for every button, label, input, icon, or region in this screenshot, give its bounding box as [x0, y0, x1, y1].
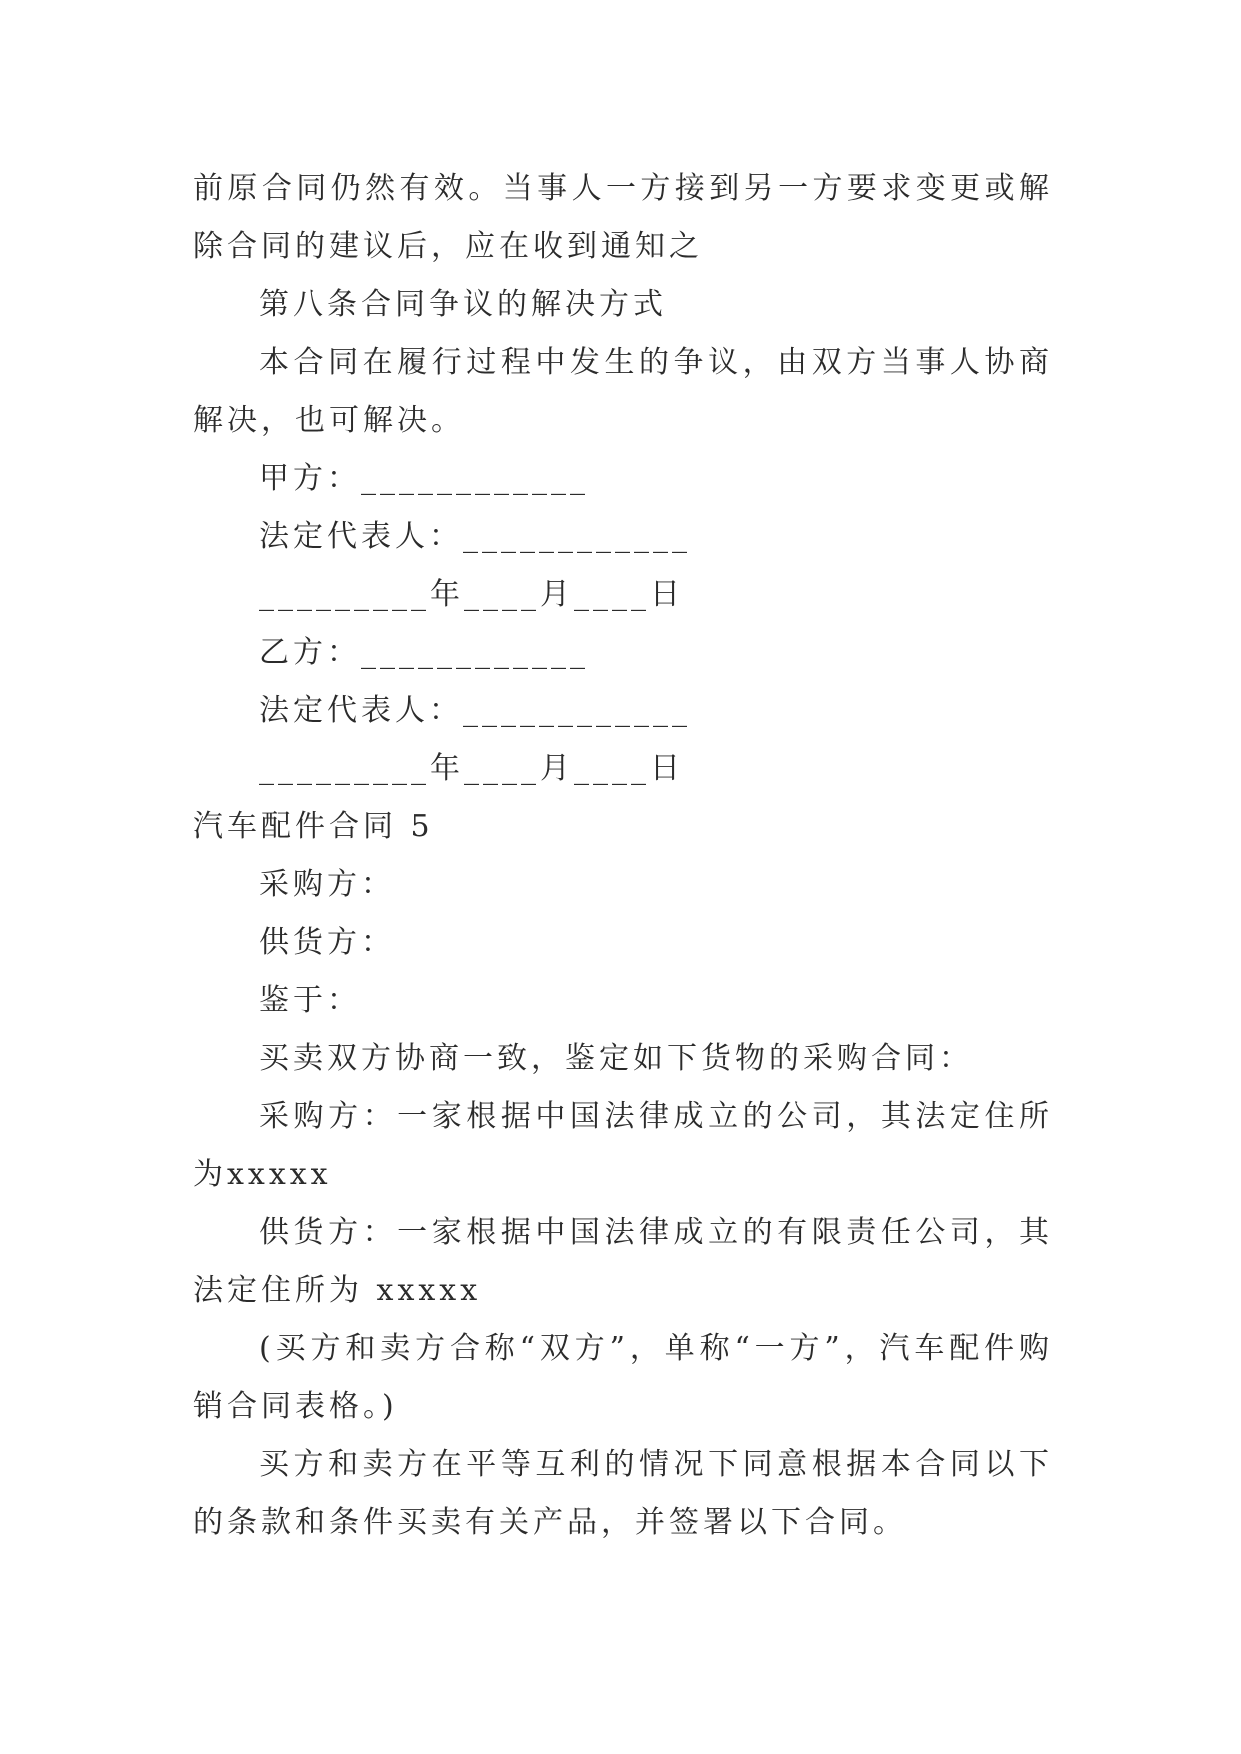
- purchaser-line: 采购方：: [259, 867, 395, 902]
- article-8-heading: 第八条合同争议的解决方式: [259, 287, 667, 322]
- paragraph-continuation: 前原合同仍然有效。当事人一方接到另一方要求变更或解除合同的建议后，应在收到通知之: [193, 171, 1053, 264]
- supplier-description-paragraph: 供货方：一家根据中国法律成立的有限责任公司，其法定住所为 xxxxx: [193, 1215, 1053, 1308]
- document-body: [193, 160, 1053, 1552]
- purchaser-description-paragraph: 采购方：一家根据中国法律成立的公司，其法定住所为xxxxx: [193, 1099, 1053, 1192]
- party-a-representative-line: 法定代表人：____________: [259, 519, 691, 554]
- party-a-line: 甲方：____________: [259, 461, 589, 496]
- agreement-intro-paragraph: 买卖双方协商一致，鉴定如下货物的采购合同：: [259, 1041, 973, 1076]
- party-b-date-line: _________年____月____日: [259, 751, 684, 786]
- party-b-representative-line: 法定代表人：____________: [259, 693, 691, 728]
- dispute-resolution-paragraph: 本合同在履行过程中发生的争议，由双方当事人协商解决，也可解决。: [193, 345, 1053, 438]
- agreement-terms-paragraph: 买方和卖方在平等互利的情况下同意根据本合同以下的条款和条件买卖有关产品，并签署以下合同。: [193, 1447, 1053, 1540]
- contract-5-title: 汽车配件合同 5: [193, 809, 434, 844]
- parties-definition-paragraph: (买方和卖方合称“双方”，单称“一方”，汽车配件购销合同表格。): [193, 1331, 1053, 1424]
- party-a-date-line: _________年____月____日: [259, 577, 684, 612]
- supplier-line: 供货方：: [259, 925, 395, 960]
- party-b-line: 乙方：____________: [259, 635, 589, 670]
- whereas-line: 鉴于：: [259, 983, 361, 1018]
